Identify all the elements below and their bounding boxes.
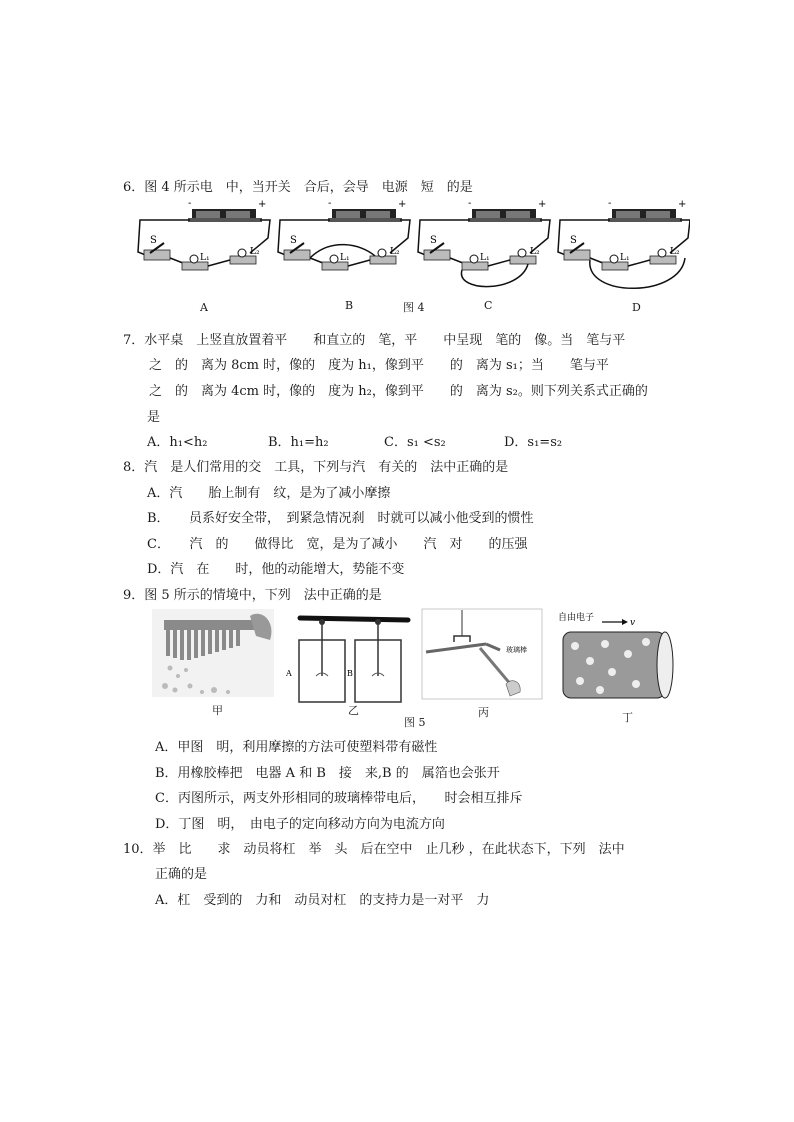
- fig5-jia-comb: [152, 609, 274, 697]
- q8-option-c: C． 汽 的 做得比 宽，是为了减小 汽 对 的压强: [147, 537, 528, 552]
- fig5-ding-conductor: [558, 611, 673, 698]
- lamp2-label: L₂: [250, 247, 260, 257]
- q8-option-a: A．汽 胎上制有 纹，是为了减小摩擦: [147, 486, 391, 501]
- fig4-label-d: D: [632, 301, 641, 314]
- circuit-d: [558, 198, 690, 288]
- q8-stem: 8．汽 是人们常用的交 工具，下列与汽 有关的 法中正确的是: [123, 460, 509, 475]
- fig5-label-ding: 丁: [622, 711, 633, 724]
- svg-text:L₂: L₂: [670, 247, 680, 257]
- fig5-label-jia: 甲: [212, 704, 223, 717]
- q9-option-b: B．用橡胶棒把 电器 A 和 B 接 来,B 的 属箔也会张开: [155, 766, 500, 781]
- circuit-c: [418, 198, 550, 287]
- svg-text:-: -: [468, 198, 472, 209]
- svg-text:L₂: L₂: [390, 247, 400, 257]
- q7-option-b: B．h₁=h₂: [268, 435, 329, 450]
- circuit-a: [138, 198, 270, 270]
- svg-text:L₁: L₁: [620, 253, 630, 263]
- svg-text:L₂: L₂: [530, 247, 540, 257]
- fig5-yi-electroscopes: [285, 618, 408, 702]
- fig5-caption: 图 5: [404, 716, 426, 729]
- q8-option-b: B． 员系好安全带， 到紧急情况刹 时就可以减小他受到的惯性: [147, 511, 534, 526]
- q9-option-a: A．甲图 明，利用摩擦的方法可使塑料带有磁性: [155, 740, 438, 755]
- svg-text:S: S: [570, 235, 577, 246]
- switch-label: S: [150, 235, 157, 246]
- figure-4-circuits: [130, 198, 690, 313]
- svg-text:S: S: [290, 235, 297, 246]
- q10-line2: 正确的是: [155, 867, 208, 882]
- svg-text:S: S: [430, 235, 437, 246]
- q7-line2: 之 的 离为 8cm 时，像的 度为 h₁，像到平 的 离为 s₁；当 笔与平: [123, 358, 609, 373]
- svg-text:L₁: L₁: [480, 253, 490, 263]
- fig4-label-b: B: [345, 299, 354, 312]
- q7-line4: 是: [147, 410, 161, 425]
- fig4-label-a: A: [200, 301, 208, 314]
- svg-text:+: +: [678, 199, 687, 210]
- svg-text:L₁: L₁: [340, 253, 350, 263]
- circuit-b: [278, 198, 410, 270]
- fig5-label-yi: 乙: [348, 704, 359, 717]
- lamp1-label: L₁: [200, 253, 210, 263]
- q9-option-c: C．丙图所示，两支外形相同的玻璃棒带电后， 时会相互排斥: [155, 791, 523, 806]
- q9-option-d: D．丁图 明， 由电子的定向移动方向为电流方向: [155, 817, 445, 832]
- electroscope-a-label: A: [286, 669, 292, 678]
- svg-text:+: +: [398, 199, 407, 210]
- electroscope-b-label: B: [347, 669, 353, 678]
- q7-option-d: D．s₁=s₂: [504, 435, 563, 450]
- svg-text:-: -: [608, 198, 612, 209]
- q7-line1: 7．水平桌 上竖直放置着平 和直立的 笔，平 中呈现 笔的 像。当 笔与平: [123, 333, 626, 348]
- figure-5: [150, 606, 680, 724]
- electron-label: 自由电子: [558, 613, 595, 623]
- q7-option-c: C．s₁ <s₂: [384, 435, 446, 450]
- fig4-label-c: C: [484, 299, 493, 312]
- battery-minus: -: [188, 198, 192, 209]
- q9-stem: 9．图 5 所示的情境中，下列 法中正确的是: [123, 588, 382, 603]
- q6-stem: 6．图 4 所示电 中，当开关 合后，会导 电源 短 的是: [123, 180, 473, 195]
- fig4-caption: 图 4: [403, 301, 425, 314]
- fig5-bing-rods: [422, 609, 542, 699]
- q7-line3: 之 的 离为 4cm 时，像的 度为 h₂，像到平 的 离为 s₂。则下列关系式正确的: [123, 384, 648, 399]
- v-label: v: [630, 618, 636, 628]
- rod-label: 玻璃棒: [506, 646, 527, 654]
- svg-text:-: -: [328, 198, 332, 209]
- fig5-label-bing: 丙: [478, 706, 489, 719]
- q7-option-a: A．h₁<h₂: [147, 435, 208, 450]
- battery-plus: +: [258, 199, 267, 210]
- q10-line1: 10．举 比 求 动员将杠 举 头 后在空中 止几秒 ，在此状态下，下列 法中: [123, 842, 625, 857]
- q8-option-d: D．汽 在 时，他的动能增大，势能不变: [147, 562, 405, 577]
- svg-text:+: +: [538, 199, 547, 210]
- q10-option-a: A．杠 受到的 力和 动员对杠 的支持力是一对平 力: [155, 893, 490, 908]
